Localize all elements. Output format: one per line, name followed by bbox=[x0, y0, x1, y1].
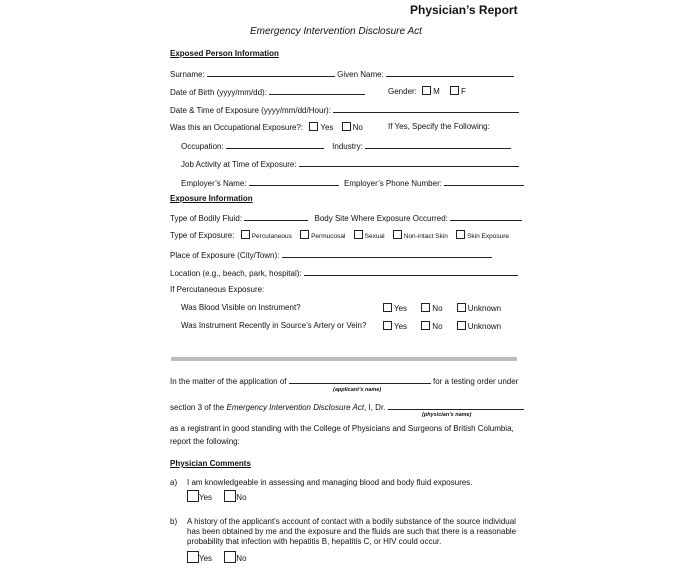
location-label: Location (e.g., beach, park, hospital): bbox=[170, 269, 302, 278]
location-row bbox=[170, 267, 518, 279]
surname-row bbox=[170, 68, 514, 80]
exposed-person-heading: Exposed Person Information bbox=[170, 49, 279, 58]
surname-field[interactable] bbox=[207, 68, 335, 77]
comment-b-options bbox=[187, 551, 247, 564]
exposure-type-row bbox=[170, 230, 509, 241]
physician-caption: (physician’s name) bbox=[422, 412, 472, 418]
exposure-info-heading: Exposure Information bbox=[170, 194, 253, 203]
place-row bbox=[170, 249, 492, 261]
blood-visible-no-label: No bbox=[432, 304, 443, 313]
dob-label: Date of Birth (yyyy/mm/dd): bbox=[170, 88, 267, 97]
job-activity-field[interactable] bbox=[299, 158, 519, 167]
comment-a-marker: a) bbox=[170, 478, 178, 487]
sexual-checkbox[interactable] bbox=[354, 230, 363, 239]
employer-phone-label: Employer’s Phone Number: bbox=[343, 179, 442, 188]
blood-visible-yes-checkbox[interactable] bbox=[383, 303, 392, 312]
gender-m-checkbox[interactable] bbox=[422, 86, 431, 95]
percutaneous-checkbox[interactable] bbox=[241, 230, 250, 239]
sexual-label: Sexual bbox=[364, 233, 385, 240]
act-title: Emergency Intervention Disclosure Act bbox=[250, 26, 422, 37]
instrument-artery-unknown-label: Unknown bbox=[467, 322, 502, 331]
employer-name-label: Employer’s Name: bbox=[181, 179, 247, 188]
act-name-text: Emergency Intervention Disclosure Act bbox=[226, 403, 365, 412]
occupational-no-label: No bbox=[352, 123, 363, 132]
instrument-artery-yes-label: Yes bbox=[394, 322, 408, 331]
non-intact-skin-checkbox[interactable] bbox=[393, 230, 402, 239]
body-site-label: Body Site Where Exposure Occurred: bbox=[314, 214, 448, 223]
dob-row bbox=[170, 86, 365, 98]
occupational-question: Was this an Occupational Exposure?: bbox=[170, 123, 304, 132]
instrument-artery-yes-checkbox[interactable] bbox=[383, 321, 392, 330]
gender-m-label: M bbox=[433, 87, 440, 96]
place-field[interactable] bbox=[282, 249, 492, 258]
gender-f-label: F bbox=[461, 87, 466, 96]
permucosal-checkbox[interactable] bbox=[300, 230, 309, 239]
occupational-no-checkbox[interactable] bbox=[342, 122, 351, 131]
instrument-artery-options bbox=[383, 321, 501, 332]
percutaneous-label: Percutaneous bbox=[251, 233, 292, 240]
body-site-field[interactable] bbox=[450, 212, 522, 221]
occupational-yes-checkbox[interactable] bbox=[309, 122, 318, 131]
report-title: Physician’s Report bbox=[410, 3, 518, 17]
physician-comments-heading: Physician Comments bbox=[170, 459, 251, 468]
comment-b-no-checkbox[interactable] bbox=[224, 551, 236, 563]
employer-row bbox=[181, 177, 524, 189]
surname-label: Surname: bbox=[170, 70, 205, 79]
blood-visible-unknown-checkbox[interactable] bbox=[457, 303, 466, 312]
comment-b-yes-checkbox[interactable] bbox=[187, 551, 199, 563]
occupation-row bbox=[181, 140, 511, 152]
gender-label: Gender: bbox=[388, 87, 417, 96]
if-percutaneous-label: If Percutaneous Exposure: bbox=[170, 285, 265, 294]
skin-exposure-checkbox[interactable] bbox=[456, 230, 465, 239]
employer-name-field[interactable] bbox=[249, 177, 339, 186]
blood-visible-unknown-label: Unknown bbox=[467, 304, 502, 313]
dob-field[interactable] bbox=[269, 86, 365, 95]
comment-b-text-3: probability that infection with hepatitis B, hepatitis C, or HIV could occur. bbox=[187, 537, 442, 546]
registrant-text: as a registrant in good standing with the College of Physicians and Surgeons of British Columbia, bbox=[170, 424, 514, 433]
applicant-name-field[interactable] bbox=[289, 375, 431, 384]
report-following-text: report the following: bbox=[170, 437, 240, 446]
blood-visible-question: Was Blood Visible on Instrument? bbox=[181, 303, 301, 312]
location-field[interactable] bbox=[304, 267, 518, 276]
occupational-yes-label: Yes bbox=[320, 123, 334, 132]
dr-text: , I, Dr. bbox=[364, 403, 386, 412]
occupation-field[interactable] bbox=[226, 140, 324, 149]
given-name-field[interactable] bbox=[386, 68, 514, 77]
permucosal-label: Permucosal bbox=[311, 233, 346, 240]
comment-b-yes-label: Yes bbox=[199, 554, 213, 563]
occupation-label: Occupation: bbox=[181, 142, 224, 151]
job-activity-row bbox=[181, 158, 519, 170]
comment-b-no-label: No bbox=[236, 554, 247, 563]
comment-a-options bbox=[187, 490, 247, 503]
instrument-artery-question: Was Instrument Recently in Source’s Artery or Vein? bbox=[181, 321, 367, 330]
employer-phone-field[interactable] bbox=[444, 177, 524, 186]
datetime-label: Date & Time of Exposure (yyyy/mm/dd/Hour): bbox=[170, 106, 331, 115]
industry-label: Industry: bbox=[332, 142, 363, 151]
application-end-text: for a testing order under bbox=[432, 377, 519, 386]
if-yes-label: If Yes, Specify the Following: bbox=[388, 122, 490, 131]
instrument-artery-no-checkbox[interactable] bbox=[421, 321, 430, 330]
datetime-field[interactable] bbox=[333, 104, 519, 113]
section-divider bbox=[171, 357, 517, 361]
fluid-row bbox=[170, 212, 522, 224]
place-label: Place of Exposure (City/Town): bbox=[170, 251, 280, 260]
comment-a-no-checkbox[interactable] bbox=[224, 490, 236, 502]
fluid-type-field[interactable] bbox=[244, 212, 308, 221]
comment-a-text: I am knowledgeable in assessing and managing blood and body fluid exposures. bbox=[187, 478, 473, 487]
comment-b-text-2: has been obtained by me and the exposure and the fluids are such that there is a reasonable bbox=[187, 527, 517, 536]
given-name-label: Given Name: bbox=[337, 70, 384, 79]
comment-b-marker: b) bbox=[170, 517, 178, 526]
instrument-artery-unknown-checkbox[interactable] bbox=[457, 321, 466, 330]
fluid-type-label: Type of Bodily Fluid: bbox=[170, 214, 243, 223]
blood-visible-no-checkbox[interactable] bbox=[421, 303, 430, 312]
job-activity-label: Job Activity at Time of Exposure: bbox=[181, 160, 297, 169]
gender-row bbox=[388, 86, 466, 97]
instrument-artery-no-label: No bbox=[432, 322, 443, 331]
comment-a-yes-label: Yes bbox=[199, 493, 213, 502]
comment-a-yes-checkbox[interactable] bbox=[187, 490, 199, 502]
applicant-caption: (applicant’s name) bbox=[333, 387, 382, 393]
comment-b-text-1: A history of the applicant’s account of contact with a bodily substance of the source individual bbox=[187, 517, 516, 526]
exposure-type-label: Type of Exposure: bbox=[170, 231, 235, 240]
application-line-1 bbox=[170, 375, 518, 387]
occupational-row bbox=[170, 122, 363, 133]
gender-f-checkbox[interactable] bbox=[450, 86, 459, 95]
application-start-text: In the matter of the application of bbox=[170, 377, 287, 386]
blood-visible-yes-label: Yes bbox=[394, 304, 408, 313]
section-text: section 3 of the bbox=[170, 403, 225, 412]
blood-visible-options bbox=[383, 303, 501, 314]
datetime-row bbox=[170, 104, 519, 116]
non-intact-skin-label: Non-intact Skin bbox=[403, 233, 448, 240]
skin-exposure-label: Skin Exposure bbox=[467, 233, 509, 240]
comment-a-no-label: No bbox=[236, 493, 247, 502]
industry-field[interactable] bbox=[365, 140, 511, 149]
physician-name-field[interactable] bbox=[388, 401, 524, 410]
